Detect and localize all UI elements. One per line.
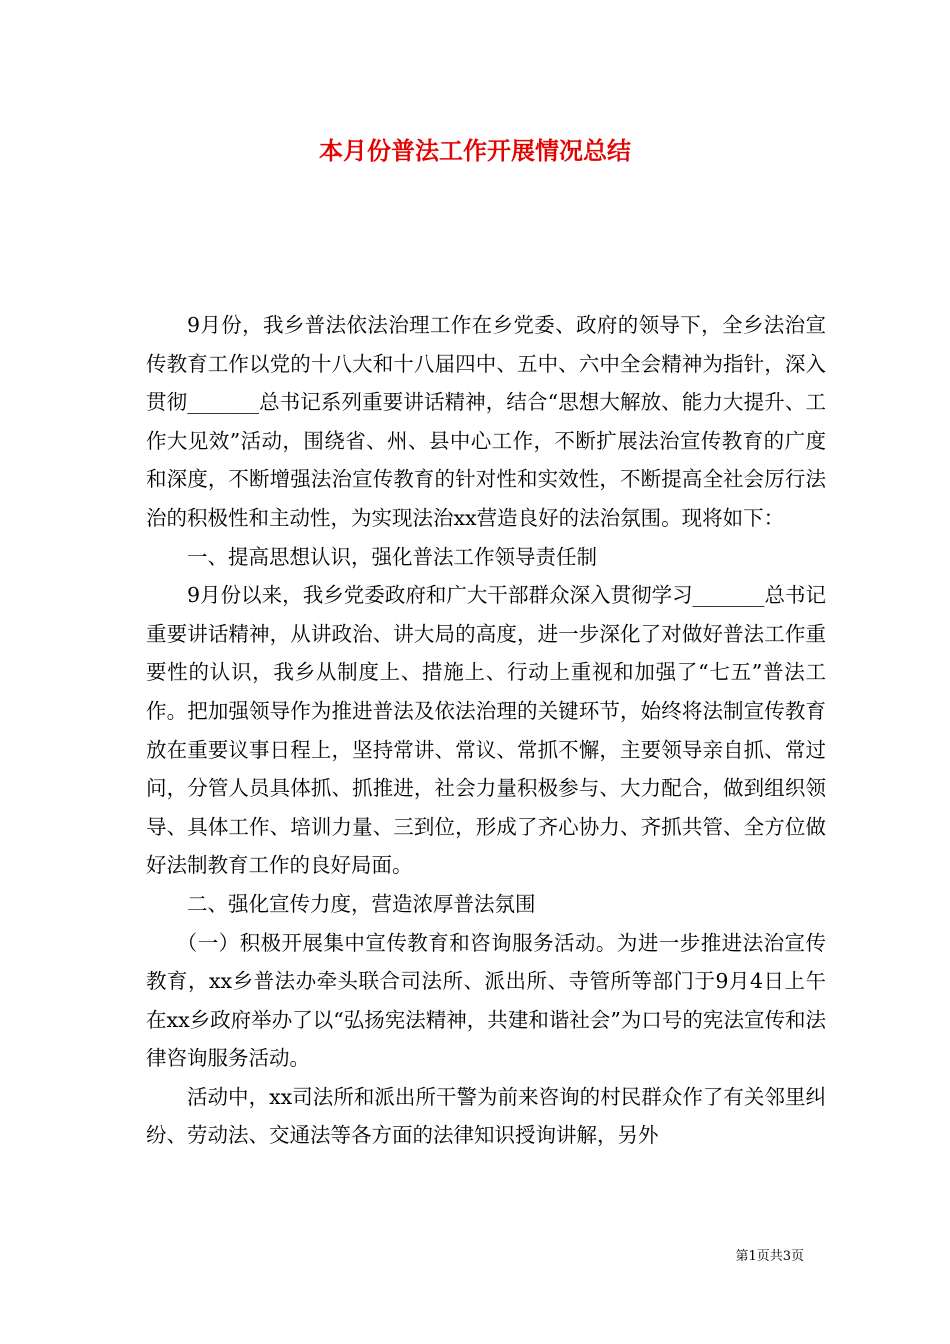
subsection-paragraph-1: （一）积极开展集中宣传教育和咨询服务活动。为进一步推进法治宣传教育，xx乡普法办牵头联合司法所、派出所、寺管所等部门于9月4日上午在xx乡政府举办了以“弘扬宪法精神，共建和谐社会”为口号的宪法宣传和法律咨询服务活动。 (146, 930, 826, 1071)
section-heading-1: 一、提高思想认识，强化普法工作领导责任制 (187, 544, 597, 569)
intro-paragraph: 9月份，我乡普法依法治理工作在乡党委、政府的领导下，全乡法治宣传教育工作以党的十八大和十八届四中、五中、六中全会精神为指针，深入贯彻_______总书记系列重要讲话精神，结合“思想大解放、能力大提升、工作大见效”活动，围绕省、州、县中心工作，不断扩展法治宣传教育的广度和深度，不断增强法治宣传教育的针对性和实效性，不断提高全社会厉行法治的积极性和主动性，为实现法治xx营造良好的法治氛围。现将如下： (146, 313, 826, 530)
page-number: 第1页共3页 (735, 1249, 804, 1264)
section-paragraph-1: 9月份以来，我乡党委政府和广大干部群众深入贯彻学习_______总书记重要讲话精神，从讲政治、讲大局的高度，进一步深化了对做好普法工作重要性的认识，我乡从制度上、措施上、行动上重视和加强了“七五”普法工作。把加强领导作为推进普法及依法治理的关键环节，始终将法制宣传教育放在重要议事日程上，坚持常讲、常议、常抓不懈，主要领导亲自抓、常过问，分管人员具体抓、抓推进，社会力量积极参与、大力配合，做到组织领导、具体工作、培训力量、三到位，形成了齐心协力、齐抓共管、全方位做好法制教育工作的良好局面。 (146, 583, 826, 878)
section-heading-2: 二、强化宣传力度，营造浓厚普法氛围 (187, 891, 536, 916)
activity-paragraph: 活动中，xx司法所和派出所干警为前来咨询的村民群众作了有关邻里纠纷、劳动法、交通法等各方面的法律知识授询讲解，另外 (146, 1084, 826, 1148)
document-title: 本月份普法工作开展情况总结 (319, 136, 631, 165)
document-body (146, 306, 826, 1155)
